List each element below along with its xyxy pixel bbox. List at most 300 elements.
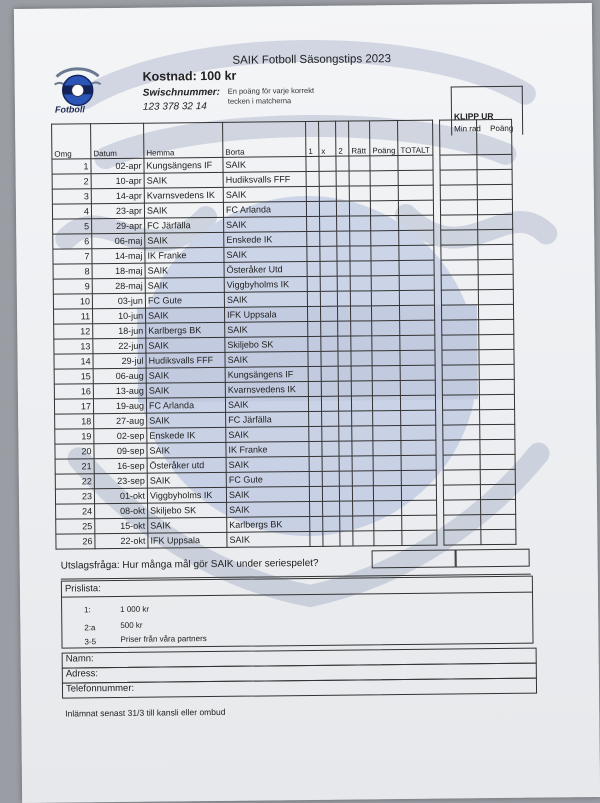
min-poang-cell[interactable] (480, 394, 515, 409)
min-rad-cell[interactable] (441, 290, 478, 305)
match-datum: 15-okt (95, 518, 148, 534)
totalt-cell[interactable] (398, 155, 433, 170)
totalt-cell[interactable] (402, 485, 437, 500)
tip-2-cell[interactable] (340, 501, 353, 516)
min-poang-cell[interactable] (481, 529, 516, 544)
tip-2-cell[interactable] (338, 351, 351, 366)
poang-cell[interactable] (372, 336, 400, 351)
match-omg: 14 (54, 354, 93, 369)
ratt-cell[interactable] (353, 501, 374, 516)
tip-x-cell[interactable] (321, 321, 338, 336)
tip-1-cell[interactable] (309, 471, 322, 486)
ratt-cell[interactable] (350, 216, 371, 231)
col-min-rad (440, 120, 477, 155)
tip-1-cell[interactable] (307, 216, 320, 231)
min-rad-cell[interactable] (442, 380, 479, 395)
min-rad-cell[interactable] (443, 395, 480, 410)
ratt-cell[interactable] (351, 396, 372, 411)
name-field[interactable]: Namn: (62, 648, 537, 669)
match-omg: 1 (52, 159, 91, 174)
tip-2-cell[interactable] (337, 261, 350, 276)
totalt-cell[interactable] (399, 245, 434, 260)
match-hemma: SAIK (145, 277, 224, 293)
min-rad-cell[interactable] (441, 275, 478, 290)
tip-1-cell[interactable] (309, 486, 322, 501)
tip-2-cell[interactable] (339, 426, 352, 441)
totalt-cell[interactable] (398, 170, 433, 185)
min-rad-cell[interactable] (441, 215, 478, 230)
tip-x-cell[interactable] (320, 216, 337, 231)
min-rad-cell[interactable] (443, 440, 480, 455)
tip-2-cell[interactable] (340, 516, 353, 531)
tip-1-cell[interactable] (307, 276, 320, 291)
tips-sheet (14, 3, 600, 803)
match-borta: Karlbergs BK (227, 516, 310, 532)
tip-1-cell[interactable] (310, 516, 323, 531)
tip-x-cell[interactable] (321, 396, 338, 411)
match-hemma: SAIK (146, 367, 225, 383)
totalt-cell[interactable] (401, 410, 436, 425)
tip-1-cell[interactable] (307, 246, 320, 261)
match-datum: 16-sep (94, 458, 147, 474)
match-borta: SAIK (227, 501, 310, 517)
match-datum: 18-maj (92, 263, 145, 279)
tip-x-cell[interactable] (319, 171, 336, 186)
tip-1-cell[interactable] (308, 351, 321, 366)
poang-cell[interactable] (373, 471, 401, 486)
match-datum: 18-jun (93, 323, 146, 339)
match-omg: 13 (54, 339, 93, 354)
tip-2-cell[interactable] (338, 321, 351, 336)
match-omg: 20 (55, 444, 94, 459)
match-hemma: Viggbyholms IK (147, 487, 226, 503)
tip-x-cell[interactable] (322, 456, 339, 471)
poang-cell[interactable] (370, 186, 398, 201)
match-omg: 6 (53, 234, 92, 249)
match-datum: 10-jun (93, 308, 146, 324)
ratt-cell[interactable] (350, 291, 371, 306)
tip-1-cell[interactable] (306, 156, 319, 171)
min-poang-cell[interactable] (479, 349, 514, 364)
totalt-cell[interactable] (399, 200, 434, 215)
ratt-cell[interactable] (351, 321, 372, 336)
match-hemma: SAIK (146, 382, 225, 398)
match-hemma: SAIK (145, 262, 224, 278)
totalt-cell[interactable] (401, 425, 436, 440)
totalt-cell[interactable] (399, 215, 434, 230)
min-poang-cell[interactable] (478, 274, 513, 289)
tip-x-cell[interactable] (320, 276, 337, 291)
ratt-cell[interactable] (350, 231, 371, 246)
prize-place-2: 2:a (84, 623, 96, 633)
totalt-cell[interactable] (402, 530, 437, 545)
tip-2-cell[interactable] (338, 336, 351, 351)
tip-1-cell[interactable] (307, 231, 320, 246)
tip-2-cell[interactable] (337, 276, 350, 291)
swish-label: Swischnummer: (142, 86, 221, 99)
col-x: x (319, 121, 336, 156)
poang-cell[interactable] (374, 501, 402, 516)
min-poang-cell[interactable] (480, 454, 515, 469)
tip-1-cell[interactable] (308, 396, 321, 411)
prize-value-3: Priser från våra partners (120, 634, 207, 644)
poang-cell[interactable] (373, 486, 401, 501)
col-borta: Borta (223, 121, 306, 157)
poang-cell[interactable] (370, 201, 398, 216)
tip-x-cell[interactable] (322, 411, 339, 426)
ratt-cell[interactable] (349, 201, 370, 216)
poang-cell[interactable] (371, 306, 399, 321)
min-rad-cell[interactable] (442, 335, 479, 350)
prize-divider (62, 592, 532, 598)
match-omg: 25 (56, 519, 95, 534)
col-2: 2 (336, 121, 349, 156)
tip-x-cell[interactable] (323, 516, 340, 531)
tip-2-cell[interactable] (336, 186, 349, 201)
match-omg: 19 (55, 429, 94, 444)
tip-x-cell[interactable] (322, 471, 339, 486)
totalt-cell[interactable] (401, 395, 436, 410)
tip-1-cell[interactable] (310, 501, 323, 516)
poang-cell[interactable] (373, 441, 401, 456)
tip-1-cell[interactable] (308, 336, 321, 351)
tip-2-cell[interactable] (336, 171, 349, 186)
tip-x-cell[interactable] (322, 486, 339, 501)
match-borta: SAIK (224, 246, 307, 262)
tip-2-cell[interactable] (338, 381, 351, 396)
poang-cell[interactable] (370, 156, 398, 171)
min-rad-cell[interactable] (441, 230, 478, 245)
totalt-cell[interactable] (399, 275, 434, 290)
match-hemma: SAIK (147, 442, 226, 458)
min-rad-cell[interactable] (443, 410, 480, 425)
poang-cell[interactable] (373, 456, 401, 471)
tip-2-cell[interactable] (338, 396, 351, 411)
match-borta: Kungsängens IF (225, 366, 308, 382)
tip-1-cell[interactable] (308, 381, 321, 396)
match-hemma: SAIK (146, 337, 225, 353)
match-datum: 29-apr (92, 218, 145, 234)
poang-cell[interactable] (372, 366, 400, 381)
totalt-cell[interactable] (402, 515, 437, 530)
min-rad-cell[interactable] (441, 245, 478, 260)
min-rad-cell[interactable] (443, 470, 480, 485)
match-omg: 7 (53, 249, 92, 264)
tip-x-cell[interactable] (322, 426, 339, 441)
totalt-cell[interactable] (399, 260, 434, 275)
match-datum: 10-apr (91, 173, 144, 189)
match-borta: SAIK (226, 426, 309, 442)
tip-2-cell[interactable] (336, 156, 349, 171)
tip-x-cell[interactable] (319, 186, 336, 201)
min-rad-cell[interactable] (444, 500, 481, 515)
min-poang-cell[interactable] (480, 424, 515, 439)
tip-2-cell[interactable] (337, 291, 350, 306)
match-omg: 2 (52, 174, 91, 189)
min-rad-cell[interactable] (442, 305, 479, 320)
ratt-cell[interactable] (352, 486, 373, 501)
tip-1-cell[interactable] (307, 291, 320, 306)
min-poang-cell[interactable] (481, 514, 516, 529)
ratt-cell[interactable] (350, 306, 371, 321)
min-rad-cell[interactable] (440, 155, 477, 170)
tip-x-cell[interactable] (323, 531, 340, 546)
tip-2-cell[interactable] (339, 456, 352, 471)
col-ratt: Rätt (349, 121, 370, 156)
ratt-cell[interactable] (349, 171, 370, 186)
match-hemma: SAIK (145, 232, 224, 248)
min-poang-cell[interactable] (479, 319, 514, 334)
poang-cell[interactable] (374, 516, 402, 531)
ratt-cell[interactable] (350, 276, 371, 291)
prize-value-1: 1 000 kr (120, 604, 150, 614)
min-rad-cell[interactable] (440, 185, 477, 200)
poang-cell[interactable] (373, 411, 401, 426)
tip-x-cell[interactable] (320, 261, 337, 276)
match-borta: SAIK (225, 396, 308, 412)
match-datum: 03-jun (92, 293, 145, 309)
poang-cell[interactable] (372, 381, 400, 396)
ratt-cell[interactable] (353, 516, 374, 531)
col-poang: Poäng (370, 121, 399, 156)
totalt-cell[interactable] (402, 500, 437, 515)
match-hemma: SAIK (147, 412, 226, 428)
match-borta: SAIK (224, 291, 307, 307)
tip-1-cell[interactable] (308, 366, 321, 381)
table-header-row (52, 119, 512, 159)
match-omg: 26 (56, 534, 95, 549)
tip-2-cell[interactable] (339, 471, 352, 486)
ratt-cell[interactable] (351, 336, 372, 351)
tip-2-cell[interactable] (339, 441, 352, 456)
match-table (51, 119, 517, 550)
tip-x-cell[interactable] (320, 231, 337, 246)
tip-2-cell[interactable] (337, 216, 350, 231)
min-rad-cell[interactable] (442, 365, 479, 380)
ratt-cell[interactable] (353, 531, 374, 546)
min-poang-cell[interactable] (478, 199, 513, 214)
poang-cell[interactable] (374, 531, 402, 546)
prize-list (61, 576, 534, 649)
poang-cell[interactable] (373, 426, 401, 441)
tip-2-cell[interactable] (340, 531, 353, 546)
match-borta: SAIK (224, 216, 307, 232)
match-borta: Kvarnsvedens IK (225, 381, 308, 397)
klipp-title: KLIPP UR (453, 111, 494, 122)
poang-cell[interactable] (371, 216, 399, 231)
tip-1-cell[interactable] (308, 321, 321, 336)
tip-1-cell[interactable] (306, 171, 319, 186)
tip-1-cell[interactable] (307, 306, 320, 321)
tip-x-cell[interactable] (323, 501, 340, 516)
min-rad-cell[interactable] (444, 485, 481, 500)
ratt-cell[interactable] (352, 471, 373, 486)
match-borta: IK Franke (226, 441, 309, 457)
min-poang-cell[interactable] (480, 409, 515, 424)
match-omg: 9 (53, 279, 92, 294)
poang-cell[interactable] (371, 261, 399, 276)
min-rad-cell[interactable] (441, 200, 478, 215)
min-poang-cell[interactable] (477, 184, 512, 199)
tip-1-cell[interactable] (306, 201, 319, 216)
col-omg: Omg (52, 124, 91, 159)
match-hemma: Österåker utd (147, 457, 226, 473)
match-hemma: Kvarnsvedens IK (144, 187, 223, 203)
min-rad-cell[interactable] (444, 515, 481, 530)
ratt-cell[interactable] (352, 441, 373, 456)
match-hemma: IK Franke (145, 247, 224, 263)
min-poang-cell[interactable] (479, 304, 514, 319)
totalt-cell[interactable] (400, 350, 435, 365)
match-borta: SAIK (227, 531, 310, 547)
match-omg: 12 (54, 324, 93, 339)
poang-cell[interactable] (371, 291, 399, 306)
match-datum: 22-jun (93, 338, 146, 354)
totalt-cell[interactable] (400, 380, 435, 395)
ratt-cell[interactable] (349, 156, 370, 171)
ratt-cell[interactable] (351, 366, 372, 381)
match-datum: 23-sep (94, 473, 147, 489)
min-poang-cell[interactable] (480, 469, 515, 484)
col-hemma: Hemma (144, 122, 223, 158)
totalt-cell[interactable] (400, 320, 435, 335)
match-borta: IFK Uppsala (224, 306, 307, 322)
tip-x-cell[interactable] (320, 306, 337, 321)
klipp-min-rad: Min rad (454, 124, 481, 134)
min-rad-cell[interactable] (440, 170, 477, 185)
tip-x-cell[interactable] (321, 351, 338, 366)
match-datum: 29-jul (93, 353, 146, 369)
tip-x-cell[interactable] (319, 156, 336, 171)
min-poang-cell[interactable] (480, 439, 515, 454)
poang-cell[interactable] (371, 231, 399, 246)
match-borta: Österåker Utd (224, 261, 307, 277)
poang-cell[interactable] (371, 246, 399, 261)
col-datum: Datum (91, 123, 144, 159)
totalt-cell[interactable] (400, 305, 435, 320)
tip-2-cell[interactable] (336, 201, 349, 216)
tip-2-cell[interactable] (337, 231, 350, 246)
ratt-cell[interactable] (352, 411, 373, 426)
swish-number: 123 378 32 14 (142, 101, 207, 113)
min-poang-cell[interactable] (481, 484, 516, 499)
min-rad-cell[interactable] (444, 530, 481, 545)
tip-x-cell[interactable] (321, 366, 338, 381)
tip-2-cell[interactable] (338, 366, 351, 381)
poang-cell[interactable] (370, 171, 398, 186)
col-1: 1 (306, 121, 319, 156)
ratt-cell[interactable] (352, 426, 373, 441)
min-poang-cell[interactable] (478, 259, 513, 274)
totalt-cell[interactable] (400, 365, 435, 380)
min-poang-cell[interactable] (479, 334, 514, 349)
min-rad-cell[interactable] (442, 320, 479, 335)
tip-x-cell[interactable] (322, 441, 339, 456)
totalt-cell[interactable] (399, 290, 434, 305)
match-borta: SAIK (225, 351, 308, 367)
poang-cell[interactable] (372, 396, 400, 411)
match-omg: 4 (52, 204, 91, 219)
prize-value-2: 500 kr (120, 620, 143, 630)
submission-note: Inlämnat senast 31/3 till kansli eller ombud (65, 706, 226, 719)
min-poang-cell[interactable] (481, 499, 516, 514)
tip-1-cell[interactable] (307, 261, 320, 276)
totalt-cell[interactable] (401, 455, 436, 470)
poang-cell[interactable] (371, 276, 399, 291)
tip-1-cell[interactable] (309, 456, 322, 471)
tip-2-cell[interactable] (339, 411, 352, 426)
match-hemma: Kungsängens IF (144, 157, 223, 173)
min-poang-cell[interactable] (477, 154, 512, 169)
tip-1-cell[interactable] (306, 186, 319, 201)
ratt-cell[interactable] (350, 261, 371, 276)
min-rad-cell[interactable] (441, 260, 478, 275)
min-poang-cell[interactable] (478, 244, 513, 259)
tip-1-cell[interactable] (309, 426, 322, 441)
tip-1-cell[interactable] (309, 441, 322, 456)
totalt-cell[interactable] (401, 470, 436, 485)
tip-x-cell[interactable] (320, 291, 337, 306)
match-hemma: SAIK (148, 517, 227, 533)
min-rad-cell[interactable] (443, 455, 480, 470)
totalt-cell[interactable] (400, 335, 435, 350)
ratt-cell[interactable] (351, 381, 372, 396)
tip-2-cell[interactable] (337, 306, 350, 321)
prize-place-1: 1: (84, 605, 91, 615)
ratt-cell[interactable] (349, 186, 370, 201)
match-borta: SAIK (225, 321, 308, 337)
match-datum: 14-maj (92, 248, 145, 264)
ratt-cell[interactable] (351, 351, 372, 366)
tip-1-cell[interactable] (310, 531, 323, 546)
min-rad-cell[interactable] (442, 350, 479, 365)
min-poang-cell[interactable] (478, 289, 513, 304)
poang-cell[interactable] (372, 321, 400, 336)
match-omg: 21 (55, 459, 94, 474)
min-poang-cell[interactable] (479, 364, 514, 379)
match-borta: Hudiksvalls FFF (223, 171, 306, 187)
address-field[interactable]: Adress: (62, 663, 537, 684)
totalt-cell[interactable] (398, 185, 433, 200)
min-rad-cell[interactable] (443, 425, 480, 440)
match-datum: 13-aug (93, 383, 146, 399)
totalt-cell[interactable] (399, 230, 434, 245)
match-omg: 23 (55, 489, 94, 504)
tip-2-cell[interactable] (337, 246, 350, 261)
tip-x-cell[interactable] (321, 381, 338, 396)
tip-2-cell[interactable] (339, 486, 352, 501)
match-borta: SAIK (226, 456, 309, 472)
tip-x-cell[interactable] (321, 336, 338, 351)
poang-cell[interactable] (372, 351, 400, 366)
match-hemma: Karlbergs BK (146, 322, 225, 338)
min-poang-cell[interactable] (478, 229, 513, 244)
match-borta: SAIK (223, 156, 306, 172)
match-hemma: IFK Uppsala (148, 532, 227, 548)
ratt-cell[interactable] (352, 456, 373, 471)
match-hemma: SAIK (144, 172, 223, 188)
totalt-cell[interactable] (401, 440, 436, 455)
tip-x-cell[interactable] (319, 201, 336, 216)
ratt-cell[interactable] (350, 246, 371, 261)
min-poang-cell[interactable] (479, 379, 514, 394)
match-datum: 14-apr (91, 188, 144, 204)
phone-field[interactable]: Telefonnummer: (62, 678, 537, 699)
min-poang-cell[interactable] (478, 214, 513, 229)
tip-1-cell[interactable] (309, 411, 322, 426)
min-poang-cell[interactable] (477, 169, 512, 184)
tip-x-cell[interactable] (320, 246, 337, 261)
